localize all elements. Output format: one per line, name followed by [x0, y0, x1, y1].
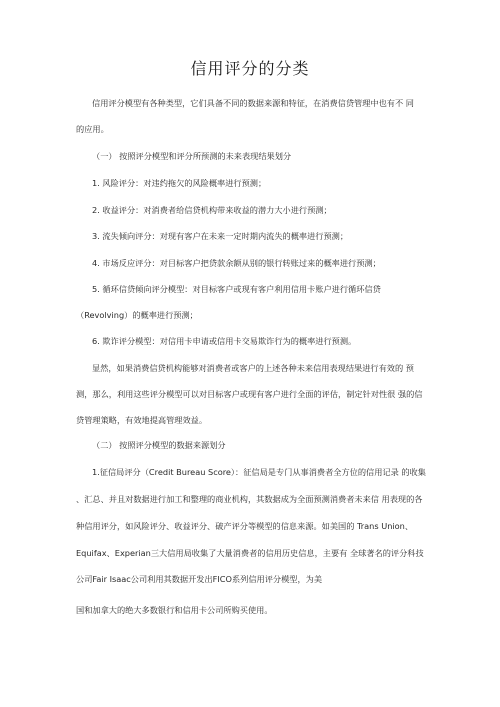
paragraph-line: Equifax、Experian三大信用局收集了大量消费者的信用历史信息，主要有 全球著名的评分科技: [76, 548, 424, 558]
paragraph-line: 1.征信局评分（Credit Bureau Score）：征信局是专门从事消费者全方位的信用记录 的收集: [92, 467, 426, 477]
paragraph-line: 贷管理策略，有效地提高管理效益。: [76, 415, 208, 425]
paragraph-line: 国和加拿大的绝大多数银行和信用卡公司所购买使用。: [76, 605, 273, 615]
paragraph-line: 测，那么，利用这些评分模型可以对目标客户或现有客户进行全面的评估，制定针对性很 强的信: [76, 389, 423, 399]
document-title: 信用评分的分类: [190, 59, 310, 78]
list-item: 5. 循环信贷倾向评分模型：对目标客户或现有客户利用信用卡账户进行循环信贷: [92, 284, 381, 294]
paragraph-line: 、汇总、并且对数据进行加工和整理的商业机构，其数据成为全面预测消费者未来信 用表现的各: [76, 494, 423, 504]
paragraph-line: 显然，如果消费信贷机构能够对消费者或客户的上述各种未来信用表现结果进行有效的 预: [92, 363, 414, 373]
paragraph-line: 公司Fair Isaac公司利用其数据开发出FICO系列信用评分模型，为美: [76, 574, 323, 584]
list-item: 6. 欺诈评分模型：对信用卡申请或信用卡交易欺诈行为的概率进行预测。: [92, 336, 357, 346]
list-item: 3. 流失倾向评分：对现有客户在未来一定时期内流失的概率进行预测；: [92, 231, 349, 241]
list-item: 1. 风险评分：对违约拖欠的风险概率进行预测；: [92, 178, 267, 188]
paragraph-line: 种信用评分，如风险评分、收益评分、破产评分等模型的信息来源。如美国的 Trans Union、: [76, 521, 414, 531]
list-item-continuation: （Revolving）的概率进行预测；: [76, 310, 198, 320]
paragraph-line: 的应用。: [76, 124, 109, 134]
section-heading: （一） 按照评分模型和评分所预测的未来表现结果划分: [92, 151, 292, 161]
list-item: 2. 收益评分：对消费者给信贷机构带来收益的潜力大小进行预测；: [92, 205, 332, 215]
list-item: 4. 市场反应评分：对目标客户把贷款余额从别的银行转账过来的概率进行预测；: [92, 258, 381, 268]
section-heading: （二） 按照评分模型的数据来源划分: [92, 440, 226, 450]
paragraph-line: 信用评分模型有各种类型，它们具备不同的数据来源和特征，在消费信贷管理中也有不 同: [92, 98, 414, 108]
